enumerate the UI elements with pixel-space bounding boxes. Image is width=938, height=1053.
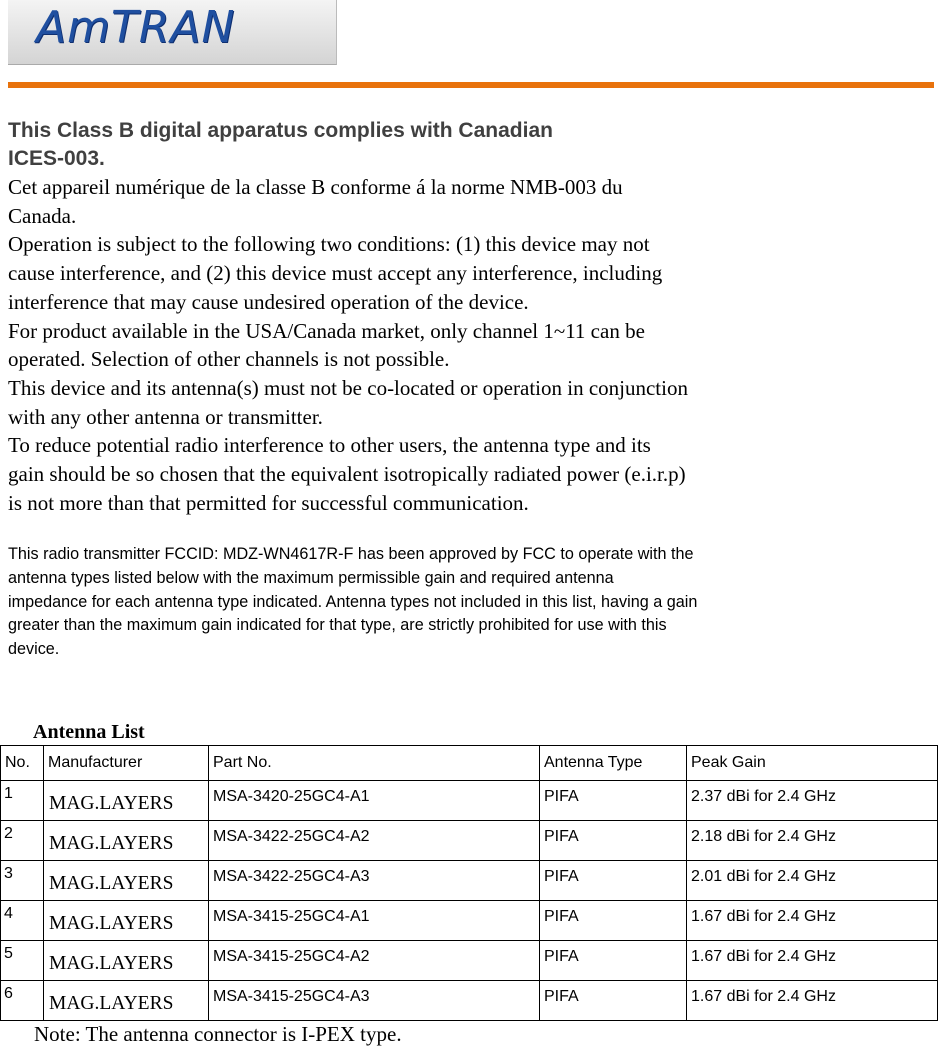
cell-peak-gain: 1.67 dBi for 2.4 GHz: [687, 941, 938, 981]
cell-peak-gain: 2.18 dBi for 2.4 GHz: [687, 821, 938, 861]
statement-line: This device and its antenna(s) must not be co-located or operation in conjunction: [8, 375, 688, 400]
table-row: [1, 981, 938, 1021]
fcc-statement: [8, 543, 933, 662]
cell-manufacturer: MAG.LAYERS: [44, 941, 209, 981]
statement-line: is not more than that permitted for successful communication.: [8, 490, 529, 515]
statement-line: Operation is subject to the following two conditions: (1) this device may not: [8, 232, 650, 257]
header-peak-gain: Peak Gain: [687, 746, 938, 781]
cell-antenna-type: PIFA: [540, 941, 687, 981]
cell-peak-gain: 2.37 dBi for 2.4 GHz: [687, 781, 938, 821]
company-logo: [8, 0, 337, 65]
table-row: [1, 861, 938, 901]
table-row: [1, 941, 938, 981]
fcc-line: This radio transmitter FCCID: MDZ-WN4617R-F has been approved by FCC to operate with the: [8, 545, 694, 563]
cell-no: 3: [1, 861, 44, 901]
compliance-statement: [8, 173, 908, 517]
statement-line: cause interference, and (2) this device must accept any interference, including: [8, 261, 663, 286]
table-row: [1, 781, 938, 821]
cell-no: 6: [1, 981, 44, 1021]
statement-line: Canada.: [8, 203, 77, 228]
antenna-list-title: Antenna List: [33, 721, 145, 743]
statement-line: operated. Selection of other channels is not possible.: [8, 347, 450, 372]
heading-line: This Class B digital apparatus complies with Canadian: [8, 119, 553, 142]
logo-wordmark: AmTRAN: [36, 2, 236, 53]
statement-line: Cet appareil numérique de la classe B conforme á la norme NMB-003 du: [8, 175, 623, 199]
cell-part-no: MSA-3415-25GC4-A2: [209, 941, 540, 981]
statement-line: To reduce potential radio interference to other users, the antenna type and its: [8, 433, 651, 458]
cell-no: 2: [1, 821, 44, 861]
cell-peak-gain: 2.01 dBi for 2.4 GHz: [687, 861, 938, 901]
header-antenna-type: Antenna Type: [540, 746, 687, 781]
cell-antenna-type: PIFA: [540, 781, 687, 821]
cell-manufacturer: MAG.LAYERS: [44, 821, 209, 861]
cell-peak-gain: 1.67 dBi for 2.4 GHz: [687, 981, 938, 1021]
ices-heading: [8, 117, 768, 173]
cell-part-no: MSA-3422-25GC4-A2: [209, 821, 540, 861]
cell-no: 4: [1, 901, 44, 941]
statement-line: with any other antenna or transmitter.: [8, 404, 323, 429]
heading-line: ICES-003.: [8, 147, 105, 170]
cell-manufacturer: MAG.LAYERS: [44, 861, 209, 901]
header-manufacturer: Manufacturer: [44, 746, 209, 781]
fcc-line: greater than the maximum gain indicated for that type, are strictly prohibited for use with this: [8, 616, 667, 635]
fcc-line: device.: [8, 640, 60, 659]
statement-line: interference that may cause undesired operation of the device.: [8, 289, 529, 314]
header-no: No.: [1, 746, 44, 781]
header-part-no: Part No.: [209, 746, 540, 781]
statement-line: For product available in the USA/Canada market, only channel 1~11 can be: [8, 318, 645, 343]
cell-no: 1: [1, 781, 44, 821]
fcc-line: antenna types listed below with the maximum permissible gain and required antenna: [8, 568, 614, 587]
cell-antenna-type: PIFA: [540, 901, 687, 941]
table-header-row: [1, 746, 938, 781]
cell-antenna-type: PIFA: [540, 981, 687, 1021]
antenna-table: [0, 745, 938, 1021]
cell-antenna-type: PIFA: [540, 861, 687, 901]
header-divider: [8, 82, 934, 88]
fcc-line: impedance for each antenna type indicated. Antenna types not included in this list, having a gain: [8, 592, 698, 611]
cell-peak-gain: 1.67 dBi for 2.4 GHz: [687, 901, 938, 941]
cell-manufacturer: MAG.LAYERS: [44, 901, 209, 941]
table-row: [1, 821, 938, 861]
table-row: [1, 901, 938, 941]
statement-line: gain should be so chosen that the equivalent isotropically radiated power (e.i.r.p): [8, 462, 686, 487]
cell-part-no: MSA-3422-25GC4-A3: [209, 861, 540, 901]
cell-part-no: MSA-3420-25GC4-A1: [209, 781, 540, 821]
cell-no: 5: [1, 941, 44, 981]
cell-part-no: MSA-3415-25GC4-A1: [209, 901, 540, 941]
cell-manufacturer: MAG.LAYERS: [44, 981, 209, 1021]
cell-manufacturer: MAG.LAYERS: [44, 781, 209, 821]
cell-part-no: MSA-3415-25GC4-A3: [209, 981, 540, 1021]
cell-antenna-type: PIFA: [540, 821, 687, 861]
connector-note: Note: The antenna connector is I-PEX type.: [34, 1022, 402, 1046]
